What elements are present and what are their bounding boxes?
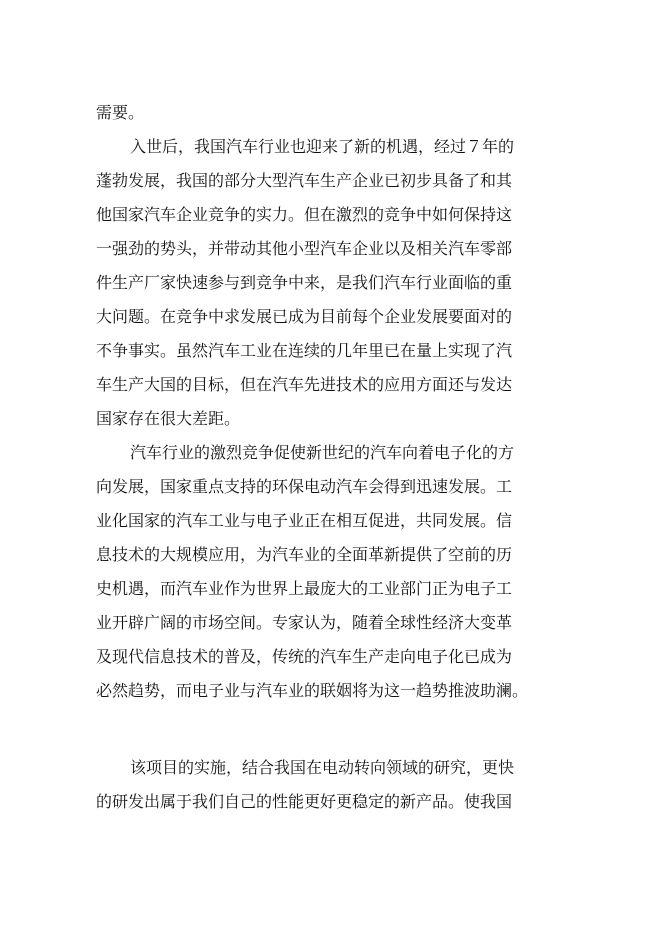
text-line: 不争事实。虽然汽车工业在连续的几年里已在量上实现了汽: [96, 341, 513, 360]
text-line: 息技术的大规模应用，为汽车业的全面革新提供了空前的历: [96, 545, 513, 564]
text-line: 大问题。在竞争中求发展已成为目前每个企业发展要面对的: [96, 307, 513, 326]
text-line: 及现代信息技术的普及，传统的汽车生产走向电子化已成为: [96, 647, 513, 666]
text-line: 业开辟广阔的市场空间。专家认为，随着全球性经济大变革: [96, 613, 513, 632]
text-line: 入世后，我国汽车行业也迎来了新的机遇，经过７年的: [130, 137, 515, 156]
text-line: 该项目的实施，结合我国在电动转向领域的研究，更快: [130, 758, 515, 777]
text-line: 国家存在很大差距。: [96, 409, 241, 428]
text-line: 蓬勃发展，我国的部分大型汽车生产企业已初步具备了和其: [96, 171, 513, 190]
text-line: 一强劲的势头，并带动其他小型汽车企业以及相关汽车零部: [96, 239, 513, 258]
text-line: 件生产厂家快速参与到竞争中来，是我们汽车行业面临的重: [96, 273, 513, 292]
text-line: 业化国家的汽车工业与电子业正在相互促进，共同发展。信: [96, 511, 513, 530]
text-line: 史机遇，而汽车业作为世界上最庞大的工业部门正为电子工: [96, 579, 513, 598]
text-line: 车生产大国的目标，但在汽车先进技术的应用方面还与发达: [96, 375, 513, 394]
text-line: 向发展，国家重点支持的环保电动汽车会得到迅速发展。工: [96, 477, 513, 496]
text-line: 必然趋势，而电子业与汽车业的联姻将为这一趋势推波助澜。: [96, 681, 529, 700]
text-line: 的研发出属于我们自己的性能更好更稳定的新产品。使我国: [96, 792, 513, 811]
text-line: 他国家汽车企业竞争的实力。但在激烈的竞争中如何保持这: [96, 205, 513, 224]
text-line: 汽车行业的激烈竞争促使新世纪的汽车向着电子化的方: [130, 443, 515, 462]
text-line: 需要。: [96, 103, 145, 122]
